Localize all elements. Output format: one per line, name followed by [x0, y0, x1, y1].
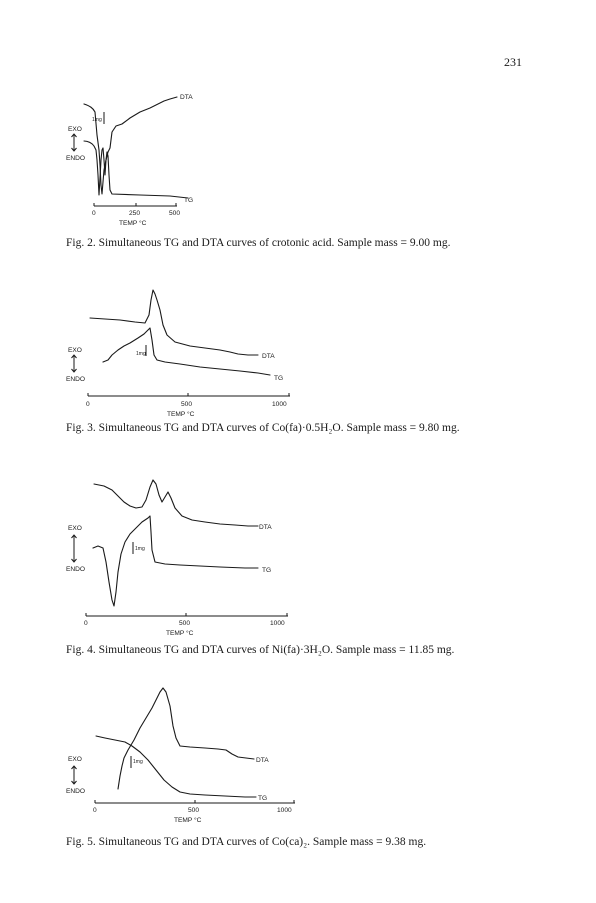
exo-endo-arrow — [72, 766, 77, 784]
tg-curve — [84, 141, 188, 198]
axis-title: TEMP °C — [119, 220, 147, 227]
tick-label: 0 — [86, 401, 90, 408]
tick-label: 500 — [179, 620, 191, 627]
exo-label: EXO — [68, 525, 82, 532]
exo-label: EXO — [68, 126, 82, 133]
figure-3 — [0, 270, 596, 440]
dta-curve — [118, 688, 254, 789]
axis-title: TEMP °C — [166, 630, 194, 637]
figure-2-plot — [0, 0, 596, 260]
figure-caption — [66, 644, 454, 656]
scale-label: 1mg — [92, 117, 102, 123]
figure-caption — [66, 422, 460, 434]
tg-label: TG — [258, 795, 268, 802]
endo-label: ENDO — [66, 376, 86, 383]
tick-label: 1000 — [270, 620, 285, 627]
exo-endo-arrow — [72, 535, 77, 562]
tick-label: 0 — [93, 807, 97, 814]
figure-caption — [66, 836, 426, 848]
page-number: 231 — [504, 55, 522, 69]
tick-label: 0 — [84, 620, 88, 627]
figure-4 — [0, 462, 596, 672]
dta-label: DTA — [259, 524, 272, 531]
dta-curve — [90, 290, 258, 355]
tick-label: 1000 — [272, 401, 287, 408]
dta-label: DTA — [256, 757, 269, 764]
tick-label: 500 — [169, 210, 181, 217]
dta-curve — [94, 480, 258, 526]
exo-endo-arrow — [72, 134, 77, 151]
exo-label: EXO — [68, 347, 82, 354]
caption-label: Fig. 3. — [66, 422, 96, 434]
figure-4-plot — [0, 462, 596, 672]
figure-5-plot — [0, 676, 596, 903]
endo-label: ENDO — [66, 155, 86, 162]
exo-endo-arrow — [72, 355, 77, 372]
endo-label: ENDO — [66, 788, 86, 795]
tick-label: 250 — [129, 210, 141, 217]
figure-caption — [66, 237, 450, 249]
caption-text: Simultaneous TG and DTA curves of Co(ca)₂. Sample mass = 9.38 mg. — [98, 836, 427, 848]
axis-title: TEMP °C — [174, 817, 202, 824]
tg-curve — [103, 328, 270, 375]
caption-label: Fig. 2. — [66, 237, 96, 249]
tg-label: TG — [274, 375, 284, 382]
caption-text: Simultaneous TG and DTA curves of crotonic acid. Sample mass = 9.00 mg. — [98, 237, 451, 249]
figure-3-plot — [0, 270, 596, 440]
tick-label: 500 — [188, 807, 200, 814]
caption-label: Fig. 4. — [66, 644, 96, 656]
tg-label: TG — [184, 197, 194, 204]
caption-text: Simultaneous TG and DTA curves of Co(fa)·0.5H₂O. Sample mass = 9.80 mg. — [98, 422, 460, 434]
dta-label: DTA — [262, 353, 275, 360]
caption-label: Fig. 5. — [66, 836, 96, 848]
figure-5 — [0, 676, 596, 903]
exo-label: EXO — [68, 756, 82, 763]
axis-title: TEMP °C — [167, 411, 195, 418]
tg-curve — [93, 516, 258, 606]
tick-label: 500 — [181, 401, 193, 408]
tg-label: TG — [262, 567, 272, 574]
tick-label: 0 — [92, 210, 96, 217]
scale-label: 1mg — [133, 759, 143, 765]
tg-curve — [96, 736, 256, 797]
scale-label: 1mg — [135, 546, 145, 552]
figure-2 — [0, 0, 596, 260]
caption-text: Simultaneous TG and DTA curves of Ni(fa)·3H₂O. Sample mass = 11.85 mg. — [98, 644, 455, 656]
tick-label: 1000 — [277, 807, 292, 814]
endo-label: ENDO — [66, 566, 86, 573]
dta-label: DTA — [180, 94, 193, 101]
scale-label: 1mg — [136, 351, 146, 357]
